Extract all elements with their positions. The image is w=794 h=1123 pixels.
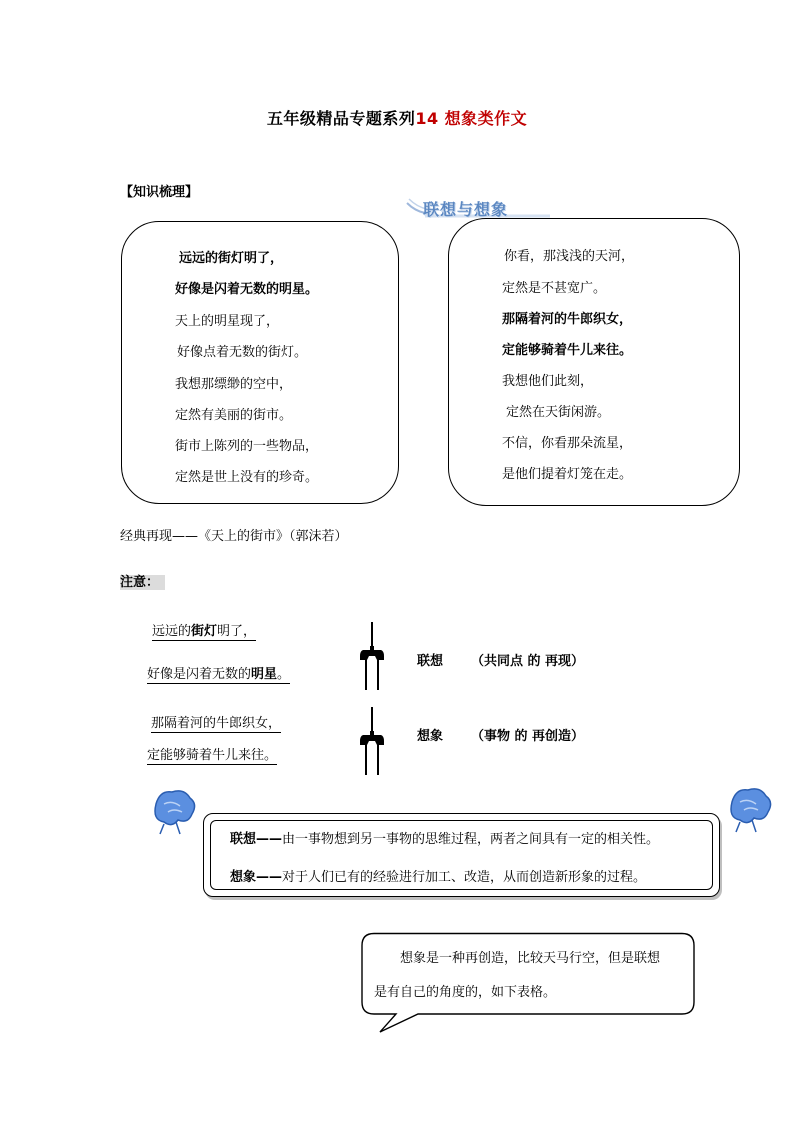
flower-left-icon	[146, 786, 202, 836]
note1-line1: 远远的街灯明了，	[152, 620, 256, 641]
poem-line: 不信，你看那朵流星，	[502, 436, 633, 451]
note-label	[120, 571, 165, 590]
note1-line2: 好像是闪着无数的明星。	[147, 663, 290, 684]
poem-line: 好像是闪着无数的明星。	[175, 282, 319, 297]
concept-imagination: 想象	[417, 729, 444, 744]
banner-text: 联想与想象	[423, 200, 509, 219]
poem-box-left	[121, 221, 399, 504]
flower-right-icon	[722, 784, 778, 834]
poem-line: 我想他们此刻，	[502, 374, 594, 389]
poem-line: 定然在天街闲游。	[506, 405, 611, 420]
poem-line: 定然有美丽的街市。	[175, 408, 293, 423]
note2-line2: 定能够骑着牛儿来往。	[147, 744, 277, 765]
poem-line: 是他们提着灯笼在走。	[502, 467, 633, 482]
poem-line: 你看，那浅浅的天河，	[504, 249, 635, 264]
poem-line: 定能够骑着牛儿来往。	[502, 343, 633, 358]
poem-caption: 经典再现——《天上的街市》（郭沫若）	[120, 529, 348, 544]
definitions-box	[203, 813, 720, 897]
bubble-line2: 是有自己的角度的，如下表格。	[374, 985, 557, 1000]
poem-box-right	[448, 218, 740, 506]
tuning-fork-icon	[357, 620, 387, 692]
title-highlight: 14 想象类作文	[415, 109, 528, 128]
banner	[405, 197, 555, 219]
poem-line: 定然是世上没有的珍奇。	[175, 470, 319, 485]
bubble-line1: 想象是一种再创造，比较天马行空，但是联想	[400, 951, 661, 966]
poem-line: 街市上陈列的一些物品，	[175, 439, 319, 454]
definition-association: 联想——由一事物想到另一事物的思维过程，两者之间具有一定的相关性。	[230, 832, 660, 847]
poem-line: 定然是不甚宽广。	[502, 281, 607, 296]
definition-imagination: 想象——对于人们已有的经验进行加工、改造，从而创造新形象的过程。	[230, 870, 647, 885]
title-prefix: 五年级精品专题系列	[266, 109, 416, 128]
concept-association: 联想	[417, 654, 444, 669]
note-label-text: 注意：	[120, 575, 165, 590]
poem-line: 好像点着无数的街灯。	[177, 345, 308, 360]
page-title	[0, 106, 794, 129]
poem-line: 远远的街灯明了，	[179, 251, 284, 266]
concept-association-desc: （共同点 的 再现）	[471, 654, 585, 669]
tuning-fork-icon	[357, 705, 387, 777]
concept-imagination-desc: （事物 的 再创造）	[471, 729, 585, 744]
section-label: 【知识梳理】	[120, 185, 199, 200]
poem-line: 那隔着河的牛郎织女，	[502, 312, 633, 327]
poem-line: 天上的明星现了，	[175, 314, 280, 329]
note2-line1: 那隔着河的牛郎织女，	[151, 712, 281, 733]
poem-line: 我想那缥缈的空中，	[175, 377, 293, 392]
